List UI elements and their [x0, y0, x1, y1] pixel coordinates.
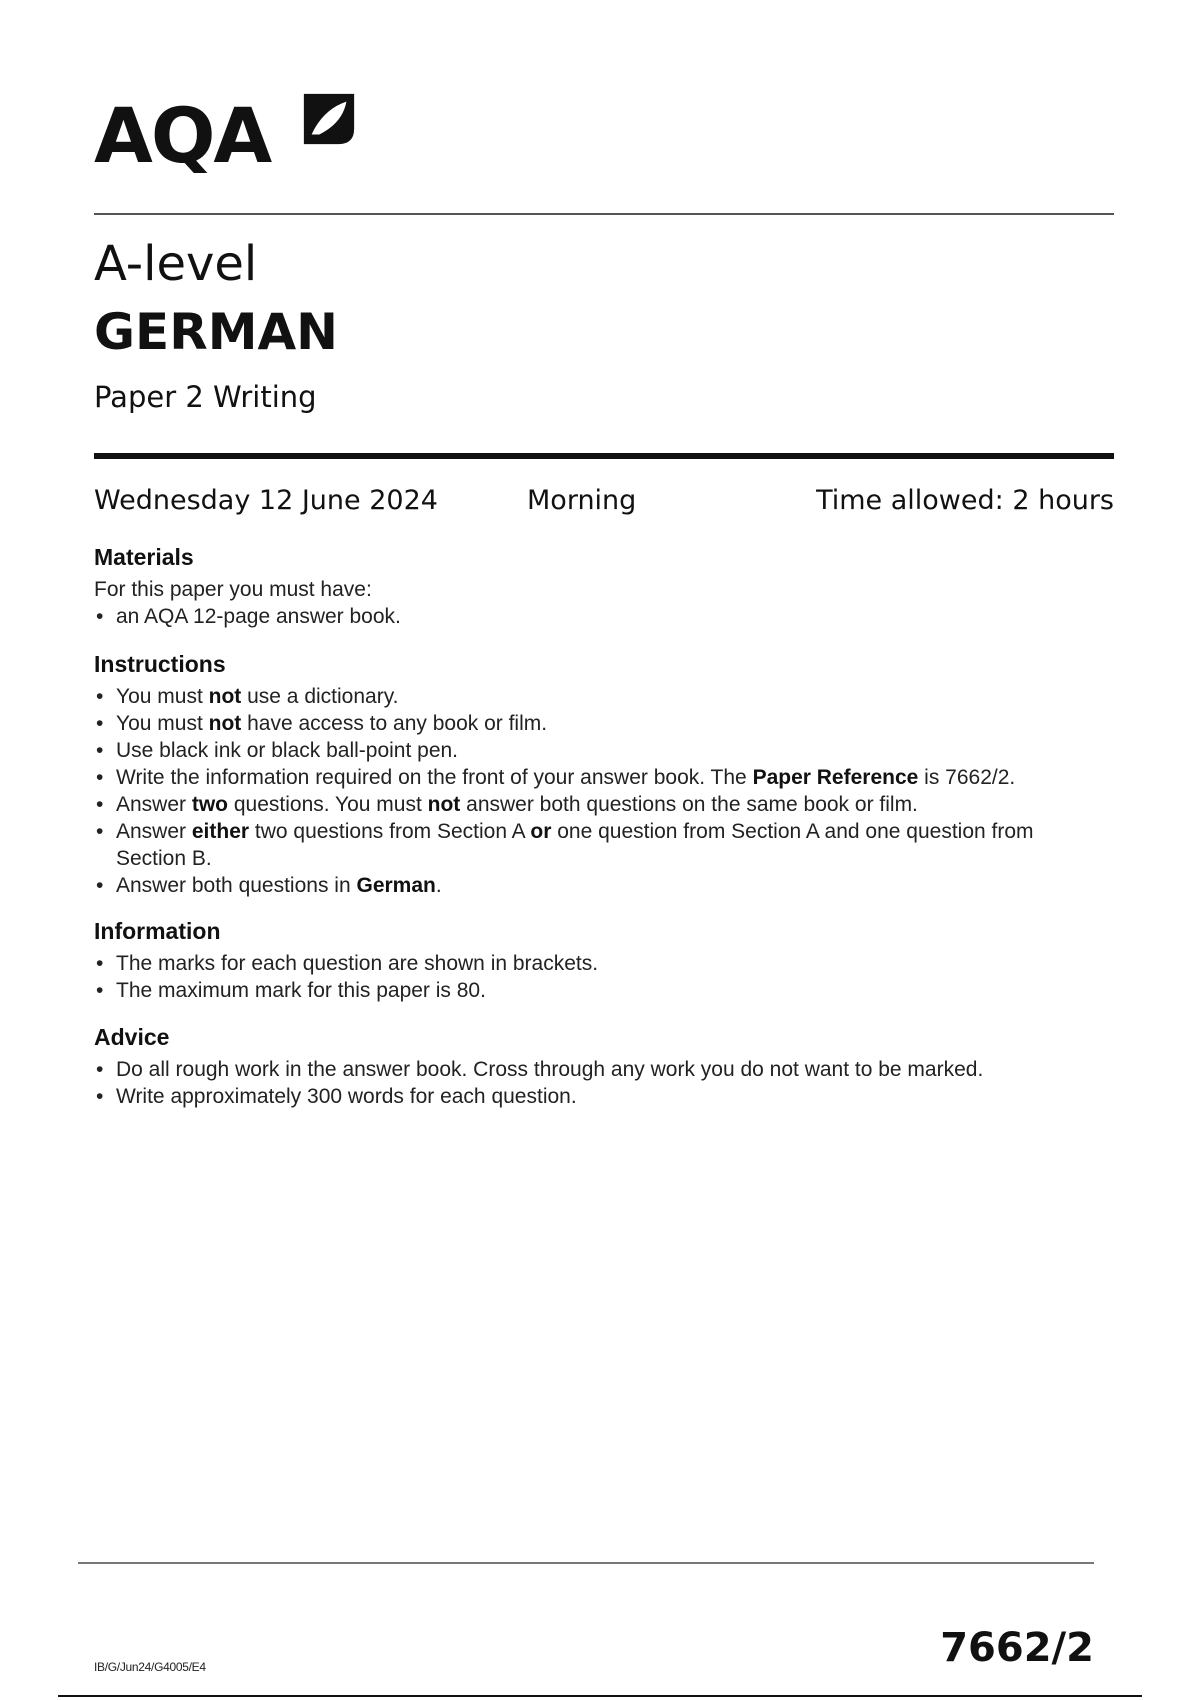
logo-text: AQA [94, 91, 271, 180]
instructions-section [94, 651, 1104, 899]
list-item: • Write the information required on the front of your answer book. The Paper Reference is 7662/2. [94, 764, 1104, 791]
list-item: • Answer both questions in German. [94, 872, 1104, 899]
materials-list [94, 603, 1104, 630]
footer-divider [78, 1562, 1094, 1564]
aqa-logo [94, 86, 364, 186]
exam-date: Wednesday 12 June 2024 [94, 485, 438, 516]
list-item: • Do all rough work in the answer book. Cross through any work you do not want to be marked. [94, 1056, 1104, 1083]
information-section [94, 918, 1104, 1004]
list-item: • You must not have access to any book or film. [94, 710, 1104, 737]
exam-session: Morning [527, 485, 637, 516]
aqa-leaf-icon [300, 90, 358, 148]
list-item: • The marks for each question are shown in brackets. [94, 950, 1104, 977]
advice-heading: Advice [94, 1024, 170, 1050]
materials-heading: Materials [94, 544, 194, 570]
list-item: • Write approximately 300 words for each question. [94, 1083, 1104, 1110]
list-item: • The maximum mark for this paper is 80. [94, 977, 1104, 1004]
subject-title: GERMAN [94, 303, 338, 361]
list-item: • You must not use a dictionary. [94, 683, 1104, 710]
paper-reference: 7662/2 [940, 1625, 1094, 1671]
header-divider [94, 213, 1114, 215]
materials-intro: For this paper you must have: [94, 577, 372, 601]
information-heading: Information [94, 918, 221, 944]
advice-list [94, 1056, 1104, 1110]
qualification-level: A-level [94, 236, 258, 292]
instructions-list [94, 683, 1104, 899]
advice-section [94, 1024, 1104, 1110]
footer-code: IB/G/Jun24/G4005/E4 [94, 1660, 206, 1674]
instructions-heading: Instructions [94, 651, 226, 677]
list-item: • Answer either two questions from Section A or one question from Section A and one question from Section B. [94, 818, 1104, 872]
time-allowed: Time allowed: 2 hours [816, 485, 1114, 516]
list-item: • Use black ink or black ball-point pen. [94, 737, 1104, 764]
list-item: • an AQA 12-page answer book. [94, 603, 1104, 630]
materials-section [94, 544, 1104, 630]
information-list [94, 950, 1104, 1004]
title-divider [94, 453, 1114, 459]
bottom-border [58, 1695, 1142, 1697]
paper-title: Paper 2 Writing [94, 380, 317, 414]
list-item: • Answer two questions. You must not answer both questions on the same book or film. [94, 791, 1104, 818]
